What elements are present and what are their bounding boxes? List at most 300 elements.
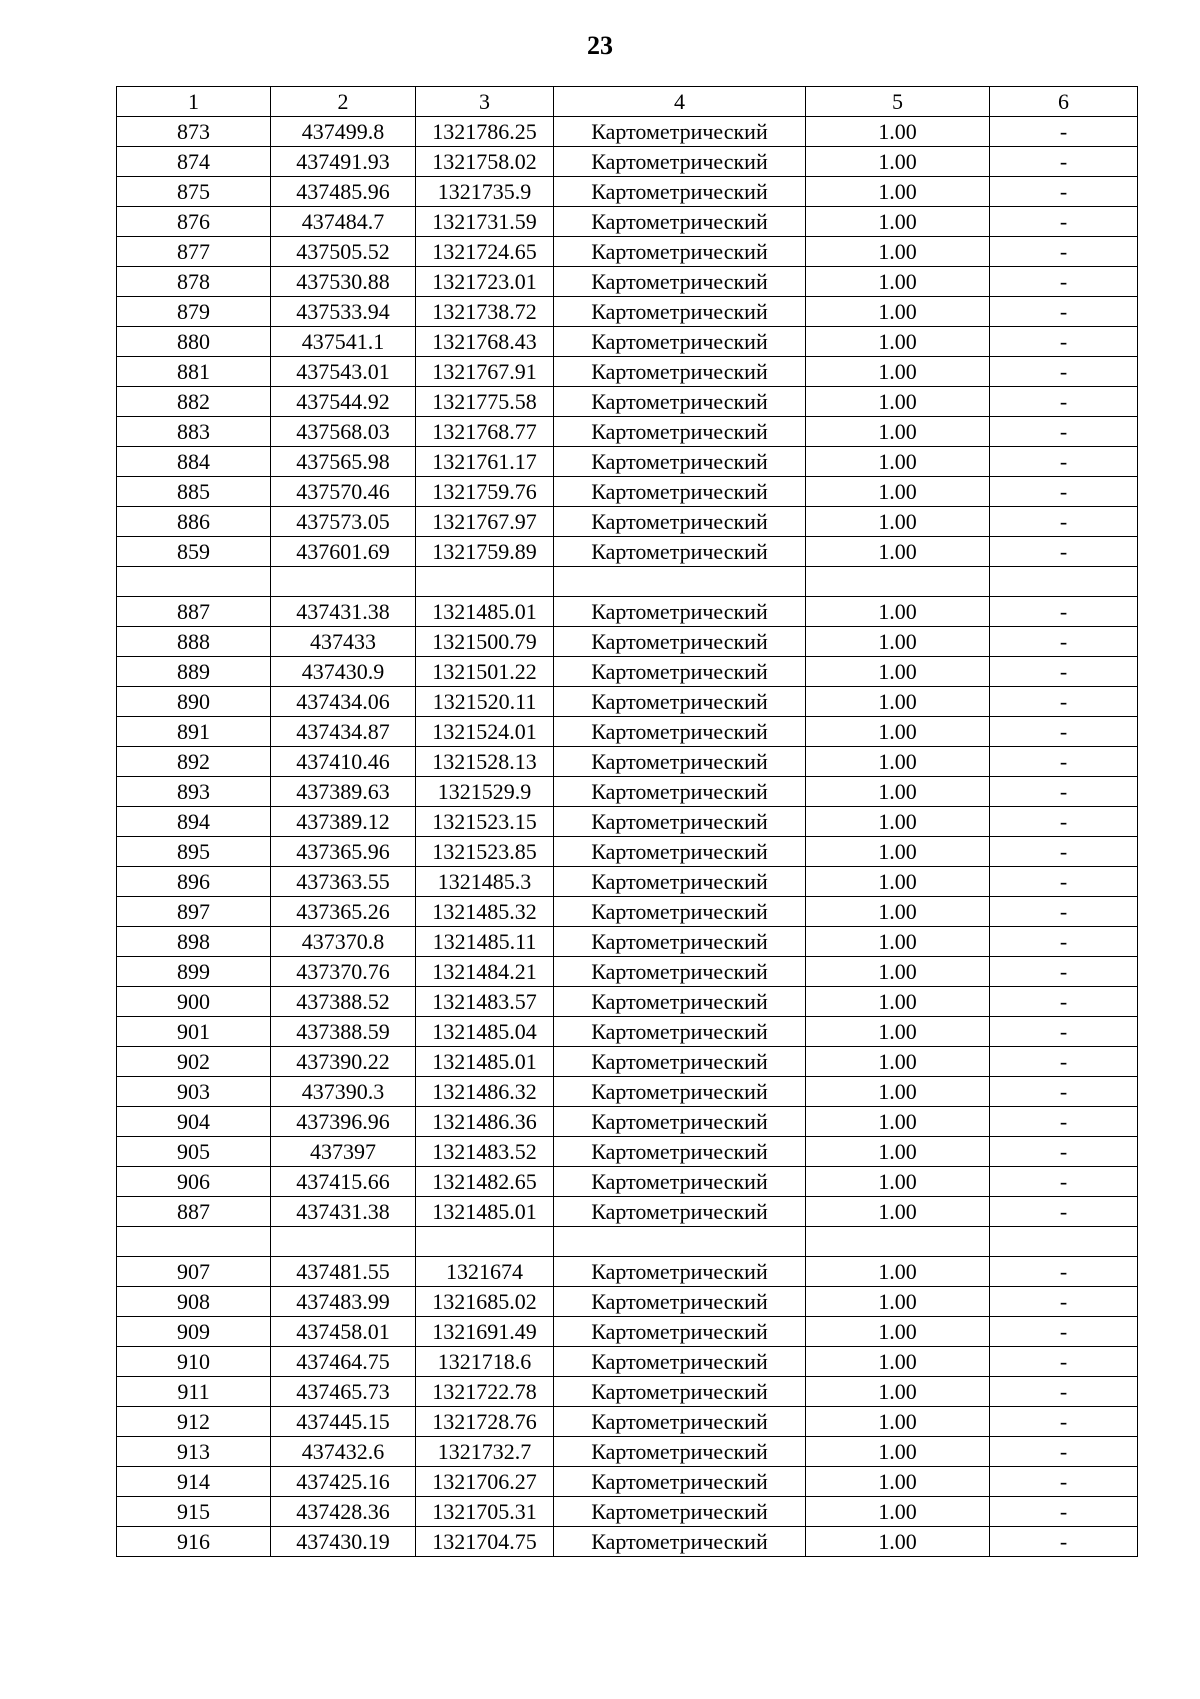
y-coordinate-cell: 1321485.32 [416, 897, 554, 927]
y-coordinate-cell: 1321483.57 [416, 987, 554, 1017]
table-row [117, 1077, 1138, 1107]
method-cell: Картометрический [554, 927, 806, 957]
point-number-cell: 884 [117, 447, 271, 477]
method-cell: Картометрический [554, 687, 806, 717]
method-cell: Картометрический [554, 1287, 806, 1317]
x-coordinate-cell [271, 1227, 416, 1257]
table-row [117, 447, 1138, 477]
table-row [117, 117, 1138, 147]
x-coordinate-cell: 437434.06 [271, 687, 416, 717]
method-cell: Картометрический [554, 1347, 806, 1377]
note-cell: - [990, 837, 1138, 867]
x-coordinate-cell: 437483.99 [271, 1287, 416, 1317]
x-coordinate-cell: 437491.93 [271, 147, 416, 177]
y-coordinate-cell: 1321485.04 [416, 1017, 554, 1047]
point-number-cell: 904 [117, 1107, 271, 1137]
table-row [117, 1047, 1138, 1077]
x-coordinate-cell: 437432.6 [271, 1437, 416, 1467]
accuracy-cell: 1.00 [806, 1077, 990, 1107]
accuracy-cell: 1.00 [806, 1107, 990, 1137]
accuracy-cell: 1.00 [806, 1497, 990, 1527]
accuracy-cell: 1.00 [806, 207, 990, 237]
y-coordinate-cell: 1321786.25 [416, 117, 554, 147]
point-number-cell: 880 [117, 327, 271, 357]
x-coordinate-cell: 437431.38 [271, 1197, 416, 1227]
x-coordinate-cell: 437485.96 [271, 177, 416, 207]
x-coordinate-cell: 437396.96 [271, 1107, 416, 1137]
note-cell: - [990, 1407, 1138, 1437]
accuracy-cell: 1.00 [806, 1527, 990, 1557]
y-coordinate-cell: 1321775.58 [416, 387, 554, 417]
point-number-cell: 874 [117, 147, 271, 177]
y-coordinate-cell: 1321485.01 [416, 1047, 554, 1077]
note-cell: - [990, 417, 1138, 447]
point-number-cell: 891 [117, 717, 271, 747]
y-coordinate-cell: 1321482.65 [416, 1167, 554, 1197]
method-cell: Картометрический [554, 657, 806, 687]
accuracy-cell: 1.00 [806, 177, 990, 207]
y-coordinate-cell: 1321523.85 [416, 837, 554, 867]
note-cell: - [990, 507, 1138, 537]
method-cell: Картометрический [554, 537, 806, 567]
table-row [117, 1107, 1138, 1137]
accuracy-cell: 1.00 [806, 717, 990, 747]
accuracy-cell: 1.00 [806, 237, 990, 267]
note-cell: - [990, 1467, 1138, 1497]
x-coordinate-cell: 437568.03 [271, 417, 416, 447]
method-cell: Картометрический [554, 837, 806, 867]
accuracy-cell: 1.00 [806, 147, 990, 177]
note-cell: - [990, 807, 1138, 837]
method-cell [554, 567, 806, 597]
point-number-cell: 900 [117, 987, 271, 1017]
point-number-cell: 896 [117, 867, 271, 897]
x-coordinate-cell: 437430.9 [271, 657, 416, 687]
note-cell: - [990, 387, 1138, 417]
note-cell: - [990, 1257, 1138, 1287]
x-coordinate-cell: 437425.16 [271, 1467, 416, 1497]
accuracy-cell: 1.00 [806, 657, 990, 687]
y-coordinate-cell: 1321485.01 [416, 1197, 554, 1227]
method-cell: Картометрический [554, 387, 806, 417]
method-cell: Картометрический [554, 1407, 806, 1437]
point-number-cell: 894 [117, 807, 271, 837]
note-cell: - [990, 537, 1138, 567]
table-row [117, 897, 1138, 927]
y-coordinate-cell: 1321485.3 [416, 867, 554, 897]
table-row [117, 687, 1138, 717]
method-cell: Картометрический [554, 327, 806, 357]
point-number-cell: 892 [117, 747, 271, 777]
y-coordinate-cell: 1321486.32 [416, 1077, 554, 1107]
table-row [117, 387, 1138, 417]
note-cell: - [990, 147, 1138, 177]
method-cell: Картометрический [554, 867, 806, 897]
method-cell: Картометрический [554, 417, 806, 447]
accuracy-cell: 1.00 [806, 747, 990, 777]
note-cell: - [990, 987, 1138, 1017]
method-cell: Картометрический [554, 777, 806, 807]
point-number-cell: 886 [117, 507, 271, 537]
y-coordinate-cell: 1321718.6 [416, 1347, 554, 1377]
x-coordinate-cell: 437363.55 [271, 867, 416, 897]
method-cell: Картометрический [554, 1107, 806, 1137]
y-coordinate-cell: 1321732.7 [416, 1437, 554, 1467]
note-cell: - [990, 1017, 1138, 1047]
x-coordinate-cell: 437389.12 [271, 807, 416, 837]
point-number-cell: 903 [117, 1077, 271, 1107]
y-coordinate-cell: 1321685.02 [416, 1287, 554, 1317]
point-number-cell: 901 [117, 1017, 271, 1047]
note-cell: - [990, 1377, 1138, 1407]
y-coordinate-cell: 1321484.21 [416, 957, 554, 987]
point-number-cell: 887 [117, 1197, 271, 1227]
note-cell: - [990, 1167, 1138, 1197]
point-number-cell: 906 [117, 1167, 271, 1197]
method-cell: Картометрический [554, 1257, 806, 1287]
point-number-cell: 905 [117, 1137, 271, 1167]
accuracy-cell: 1.00 [806, 117, 990, 147]
table-row [117, 1287, 1138, 1317]
method-cell: Картометрический [554, 297, 806, 327]
x-coordinate-cell: 437544.92 [271, 387, 416, 417]
accuracy-cell: 1.00 [806, 687, 990, 717]
point-number-cell: 881 [117, 357, 271, 387]
method-cell: Картометрический [554, 1137, 806, 1167]
method-cell: Картометрический [554, 177, 806, 207]
x-coordinate-cell: 437541.1 [271, 327, 416, 357]
y-coordinate-cell: 1321691.49 [416, 1317, 554, 1347]
point-number-cell: 899 [117, 957, 271, 987]
accuracy-cell: 1.00 [806, 417, 990, 447]
column-header: 5 [806, 87, 990, 117]
method-cell: Картометрический [554, 237, 806, 267]
table-row [117, 537, 1138, 567]
method-cell: Картометрический [554, 627, 806, 657]
column-header: 4 [554, 87, 806, 117]
x-coordinate-cell: 437505.52 [271, 237, 416, 267]
y-coordinate-cell: 1321767.97 [416, 507, 554, 537]
table-row [117, 1527, 1138, 1557]
y-coordinate-cell: 1321529.9 [416, 777, 554, 807]
method-cell: Картометрический [554, 447, 806, 477]
x-coordinate-cell: 437410.46 [271, 747, 416, 777]
note-cell: - [990, 1437, 1138, 1467]
page-number: 23 [587, 31, 613, 60]
table-row [117, 327, 1138, 357]
accuracy-cell: 1.00 [806, 867, 990, 897]
point-number-cell: 897 [117, 897, 271, 927]
table-row [117, 1137, 1138, 1167]
accuracy-cell: 1.00 [806, 477, 990, 507]
x-coordinate-cell: 437543.01 [271, 357, 416, 387]
accuracy-cell: 1.00 [806, 987, 990, 1017]
note-cell: - [990, 747, 1138, 777]
table-row [117, 237, 1138, 267]
method-cell: Картометрический [554, 207, 806, 237]
point-number-cell: 912 [117, 1407, 271, 1437]
accuracy-cell: 1.00 [806, 627, 990, 657]
column-header: 6 [990, 87, 1138, 117]
point-number-cell: 911 [117, 1377, 271, 1407]
accuracy-cell: 1.00 [806, 897, 990, 927]
table-row [117, 1407, 1138, 1437]
point-number-cell: 915 [117, 1497, 271, 1527]
table-row [117, 567, 1138, 597]
y-coordinate-cell: 1321485.11 [416, 927, 554, 957]
accuracy-cell: 1.00 [806, 1047, 990, 1077]
table-row [117, 507, 1138, 537]
table-row [117, 417, 1138, 447]
method-cell: Картометрический [554, 1017, 806, 1047]
column-header: 3 [416, 87, 554, 117]
note-cell: - [990, 1317, 1138, 1347]
table-row [117, 297, 1138, 327]
method-cell: Картометрический [554, 117, 806, 147]
y-coordinate-cell [416, 567, 554, 597]
y-coordinate-cell: 1321501.22 [416, 657, 554, 687]
y-coordinate-cell: 1321704.75 [416, 1527, 554, 1557]
x-coordinate-cell: 437390.22 [271, 1047, 416, 1077]
note-cell: - [990, 207, 1138, 237]
note-cell: - [990, 1347, 1138, 1377]
y-coordinate-cell: 1321528.13 [416, 747, 554, 777]
note-cell: - [990, 897, 1138, 927]
note-cell: - [990, 1077, 1138, 1107]
point-number-cell: 883 [117, 417, 271, 447]
y-coordinate-cell [416, 1227, 554, 1257]
accuracy-cell: 1.00 [806, 777, 990, 807]
note-cell: - [990, 627, 1138, 657]
point-number-cell: 875 [117, 177, 271, 207]
accuracy-cell: 1.00 [806, 267, 990, 297]
method-cell: Картометрический [554, 477, 806, 507]
accuracy-cell: 1.00 [806, 597, 990, 627]
method-cell: Картометрический [554, 1167, 806, 1197]
table-row [117, 1197, 1138, 1227]
method-cell: Картометрический [554, 987, 806, 1017]
accuracy-cell: 1.00 [806, 807, 990, 837]
table-row [117, 357, 1138, 387]
y-coordinate-cell: 1321723.01 [416, 267, 554, 297]
x-coordinate-cell: 437458.01 [271, 1317, 416, 1347]
y-coordinate-cell: 1321486.36 [416, 1107, 554, 1137]
coordinates-table-body [117, 87, 1138, 1557]
table-row [117, 1017, 1138, 1047]
accuracy-cell: 1.00 [806, 1287, 990, 1317]
x-coordinate-cell: 437431.38 [271, 597, 416, 627]
table-row [117, 147, 1138, 177]
x-coordinate-cell: 437484.7 [271, 207, 416, 237]
table-row [117, 867, 1138, 897]
y-coordinate-cell: 1321674 [416, 1257, 554, 1287]
point-number-cell: 913 [117, 1437, 271, 1467]
note-cell: - [990, 1527, 1138, 1557]
method-cell: Картометрический [554, 267, 806, 297]
accuracy-cell [806, 567, 990, 597]
note-cell: - [990, 597, 1138, 627]
table-row [117, 987, 1138, 1017]
accuracy-cell: 1.00 [806, 837, 990, 867]
x-coordinate-cell: 437430.19 [271, 1527, 416, 1557]
point-number-cell: 888 [117, 627, 271, 657]
point-number-cell: 908 [117, 1287, 271, 1317]
point-number-cell [117, 567, 271, 597]
y-coordinate-cell: 1321524.01 [416, 717, 554, 747]
accuracy-cell: 1.00 [806, 327, 990, 357]
point-number-cell: 878 [117, 267, 271, 297]
method-cell: Картометрический [554, 1497, 806, 1527]
note-cell: - [990, 927, 1138, 957]
table-row [117, 177, 1138, 207]
accuracy-cell: 1.00 [806, 1167, 990, 1197]
accuracy-cell [806, 1227, 990, 1257]
point-number-cell: 893 [117, 777, 271, 807]
y-coordinate-cell: 1321485.01 [416, 597, 554, 627]
y-coordinate-cell: 1321758.02 [416, 147, 554, 177]
x-coordinate-cell: 437570.46 [271, 477, 416, 507]
method-cell [554, 1227, 806, 1257]
table-row [117, 837, 1138, 867]
accuracy-cell: 1.00 [806, 1377, 990, 1407]
table-row [117, 777, 1138, 807]
table-row [117, 1437, 1138, 1467]
x-coordinate-cell [271, 567, 416, 597]
point-number-cell: 909 [117, 1317, 271, 1347]
point-number-cell: 873 [117, 117, 271, 147]
table-row [117, 1497, 1138, 1527]
method-cell: Картометрический [554, 957, 806, 987]
method-cell: Картометрический [554, 1437, 806, 1467]
method-cell: Картометрический [554, 1047, 806, 1077]
x-coordinate-cell: 437390.3 [271, 1077, 416, 1107]
method-cell: Картометрический [554, 1077, 806, 1107]
point-number-cell: 859 [117, 537, 271, 567]
table-row [117, 717, 1138, 747]
y-coordinate-cell: 1321735.9 [416, 177, 554, 207]
accuracy-cell: 1.00 [806, 957, 990, 987]
note-cell: - [990, 1047, 1138, 1077]
note-cell: - [990, 177, 1138, 207]
note-cell: - [990, 717, 1138, 747]
point-number-cell: 877 [117, 237, 271, 267]
point-number-cell: 914 [117, 1467, 271, 1497]
x-coordinate-cell: 437433 [271, 627, 416, 657]
y-coordinate-cell: 1321761.17 [416, 447, 554, 477]
note-cell: - [990, 327, 1138, 357]
note-cell: - [990, 1137, 1138, 1167]
table-row [117, 1257, 1138, 1287]
note-cell: - [990, 297, 1138, 327]
method-cell: Картометрический [554, 357, 806, 387]
table-row [117, 1317, 1138, 1347]
accuracy-cell: 1.00 [806, 1467, 990, 1497]
y-coordinate-cell: 1321759.76 [416, 477, 554, 507]
table-header-row [117, 87, 1138, 117]
y-coordinate-cell: 1321768.43 [416, 327, 554, 357]
y-coordinate-cell: 1321523.15 [416, 807, 554, 837]
x-coordinate-cell: 437365.26 [271, 897, 416, 927]
method-cell: Картометрический [554, 147, 806, 177]
point-number-cell: 876 [117, 207, 271, 237]
method-cell: Картометрический [554, 1527, 806, 1557]
point-number-cell: 907 [117, 1257, 271, 1287]
coordinates-table [116, 86, 1138, 1557]
table-row [117, 747, 1138, 777]
method-cell: Картометрический [554, 1377, 806, 1407]
point-number-cell: 879 [117, 297, 271, 327]
note-cell: - [990, 777, 1138, 807]
x-coordinate-cell: 437464.75 [271, 1347, 416, 1377]
table-row [117, 957, 1138, 987]
x-coordinate-cell: 437573.05 [271, 507, 416, 537]
accuracy-cell: 1.00 [806, 297, 990, 327]
x-coordinate-cell: 437533.94 [271, 297, 416, 327]
y-coordinate-cell: 1321722.78 [416, 1377, 554, 1407]
note-cell: - [990, 1497, 1138, 1527]
point-number-cell: 916 [117, 1527, 271, 1557]
accuracy-cell: 1.00 [806, 447, 990, 477]
point-number-cell: 890 [117, 687, 271, 717]
table-row [117, 657, 1138, 687]
column-header: 2 [271, 87, 416, 117]
note-cell [990, 567, 1138, 597]
x-coordinate-cell: 437530.88 [271, 267, 416, 297]
x-coordinate-cell: 437365.96 [271, 837, 416, 867]
x-coordinate-cell: 437565.98 [271, 447, 416, 477]
method-cell: Картометрический [554, 717, 806, 747]
table-row [117, 1227, 1138, 1257]
x-coordinate-cell: 437428.36 [271, 1497, 416, 1527]
accuracy-cell: 1.00 [806, 927, 990, 957]
note-cell: - [990, 357, 1138, 387]
method-cell: Картометрический [554, 1317, 806, 1347]
point-number-cell: 889 [117, 657, 271, 687]
accuracy-cell: 1.00 [806, 357, 990, 387]
x-coordinate-cell: 437370.76 [271, 957, 416, 987]
x-coordinate-cell: 437388.59 [271, 1017, 416, 1047]
y-coordinate-cell: 1321728.76 [416, 1407, 554, 1437]
note-cell: - [990, 477, 1138, 507]
method-cell: Картометрический [554, 597, 806, 627]
point-number-cell: 885 [117, 477, 271, 507]
y-coordinate-cell: 1321706.27 [416, 1467, 554, 1497]
y-coordinate-cell: 1321724.65 [416, 237, 554, 267]
x-coordinate-cell: 437415.66 [271, 1167, 416, 1197]
table-row [117, 1167, 1138, 1197]
x-coordinate-cell: 437397 [271, 1137, 416, 1167]
table-row [117, 597, 1138, 627]
method-cell: Картометрический [554, 1467, 806, 1497]
accuracy-cell: 1.00 [806, 1017, 990, 1047]
y-coordinate-cell: 1321705.31 [416, 1497, 554, 1527]
accuracy-cell: 1.00 [806, 1407, 990, 1437]
note-cell: - [990, 1197, 1138, 1227]
x-coordinate-cell: 437601.69 [271, 537, 416, 567]
point-number-cell: 910 [117, 1347, 271, 1377]
table-row [117, 477, 1138, 507]
y-coordinate-cell: 1321520.11 [416, 687, 554, 717]
method-cell: Картометрический [554, 747, 806, 777]
accuracy-cell: 1.00 [806, 1137, 990, 1167]
note-cell: - [990, 1107, 1138, 1137]
note-cell: - [990, 447, 1138, 477]
point-number-cell: 895 [117, 837, 271, 867]
x-coordinate-cell: 437388.52 [271, 987, 416, 1017]
point-number-cell: 882 [117, 387, 271, 417]
note-cell: - [990, 657, 1138, 687]
table-row [117, 1467, 1138, 1497]
